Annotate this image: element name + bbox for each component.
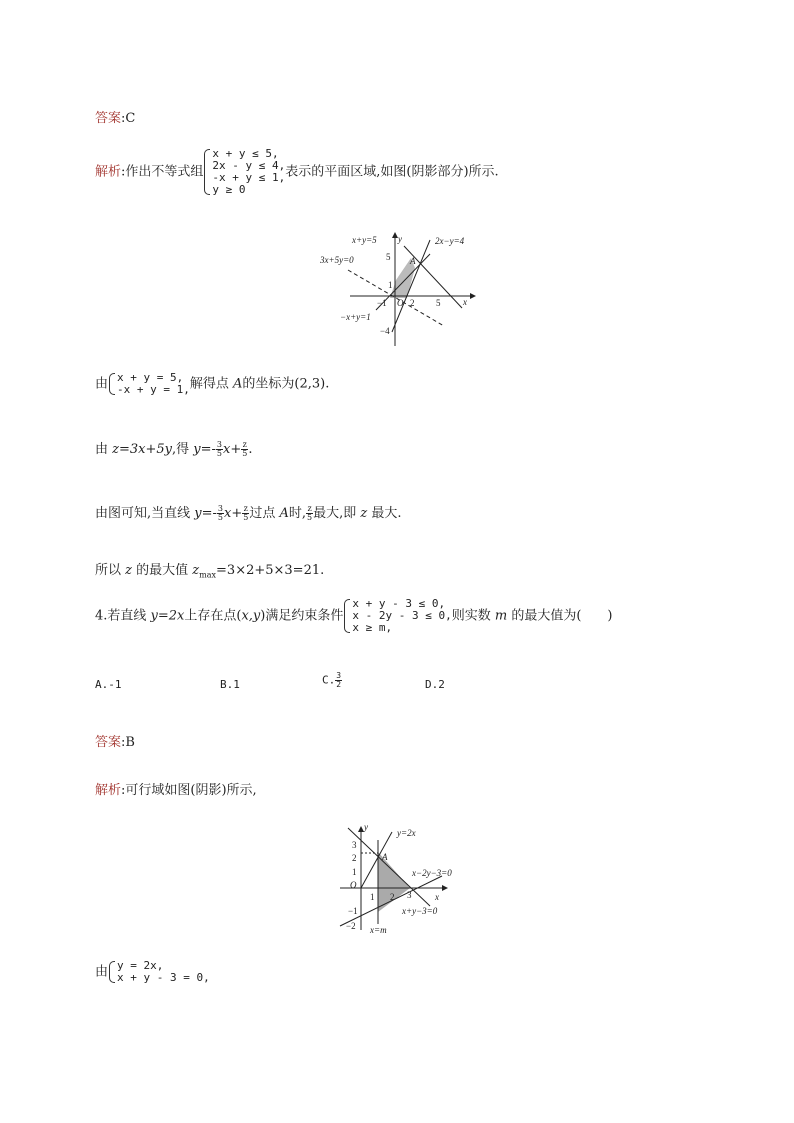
eq-1: x + y = 5, xyxy=(117,371,184,384)
step3-mid2: 时, xyxy=(288,506,306,521)
q4-line: y=2x xyxy=(150,608,185,624)
x-axis-arrow xyxy=(470,293,476,299)
step2-end: . xyxy=(248,442,253,457)
z-ref: z xyxy=(360,506,368,521)
tick-y-2: 2 xyxy=(352,853,357,863)
tick-y-neg4: −4 xyxy=(380,326,390,336)
step2-x: x+ xyxy=(223,442,242,457)
step1-post2: 的坐标为(2,3). xyxy=(242,376,330,392)
option-b: B.1 xyxy=(220,678,240,691)
eq-1: y = 2x, xyxy=(117,959,164,972)
tick-x-1: 1 xyxy=(370,892,375,902)
label-y-2x: y=2x xyxy=(397,828,416,838)
frac-num: z xyxy=(243,504,248,513)
point-A-label: A xyxy=(382,852,388,862)
answer-label: 答案 xyxy=(95,735,122,750)
step3-line xyxy=(95,502,402,522)
origin-label: O xyxy=(397,298,404,308)
constraint-2: x - 2y - 3 ≤ 0, xyxy=(352,609,452,622)
step4-line xyxy=(95,559,324,580)
q4-pre: 4.若直线 xyxy=(95,608,151,624)
tick-y-neg1: −1 xyxy=(348,906,358,916)
label-3x-plus-5y-0: 3x+5y=0 xyxy=(320,255,354,265)
tick-x-5: 5 xyxy=(436,298,441,308)
constraint-3: x ≥ m, xyxy=(352,621,393,634)
frac-num: 3 xyxy=(216,440,222,449)
frac-den: 5 xyxy=(243,513,249,522)
tick-x-neg1: −1 xyxy=(377,298,387,308)
ineq-4: y ≥ 0 xyxy=(212,183,246,196)
analysis-label: 解析 xyxy=(95,783,122,798)
frac-den: 5 xyxy=(217,513,223,522)
inequality-system xyxy=(203,148,285,196)
zmax-value: =3×2+5×3=21. xyxy=(216,563,325,578)
ineq-1: x + y ≤ 5, xyxy=(212,147,279,160)
point-A-label: A xyxy=(410,256,416,266)
fraction-3-2 xyxy=(335,672,342,689)
label-x-m: x=m xyxy=(370,925,387,935)
x-axis-label: x xyxy=(435,892,439,902)
step2-pre: 由 xyxy=(95,442,113,457)
label-x-plus-y-3: x+y−3=0 xyxy=(402,906,438,916)
analysis-suffix: 表示的平面区域,如图(阴影部分)所示. xyxy=(285,164,499,180)
step4-pre: 所以 xyxy=(95,563,122,578)
tick-x-2: 2 xyxy=(410,298,415,308)
objective-function: z=3x+5y xyxy=(112,442,172,457)
y-axis-label: y xyxy=(364,822,368,832)
answer-label: 答案 xyxy=(95,111,122,126)
step5-pre: 由 xyxy=(95,964,109,980)
tick-y-3: 3 xyxy=(352,840,357,850)
q4-mid2: )满足约束条件 xyxy=(260,608,344,624)
feasible-region-graph-1 xyxy=(318,230,478,348)
step3-x: x+ xyxy=(224,506,243,521)
tick-y-5: 5 xyxy=(386,252,391,262)
x-axis-arrow xyxy=(442,885,448,891)
feasible-region-graph-2 xyxy=(330,822,465,938)
eq-2: x + y - 3 = 0, xyxy=(117,971,210,984)
point-A-ref: A xyxy=(279,506,289,521)
option-c xyxy=(322,672,342,689)
q4-post: 则实数 xyxy=(451,608,491,624)
option-a: A.-1 xyxy=(95,678,122,691)
answer-value: :B xyxy=(121,735,135,750)
frac-den: 5 xyxy=(242,449,248,458)
fraction-3-5 xyxy=(216,441,223,458)
tick-y-1: 1 xyxy=(388,280,393,290)
label-2x-minus-y-4: 2x−y=4 xyxy=(435,236,465,246)
frac-den: 5 xyxy=(216,449,222,458)
ineq-2: 2x - y ≤ 4, xyxy=(212,159,286,172)
tick-y-neg2: −2 xyxy=(346,921,356,931)
step3-y: y=- xyxy=(194,506,217,521)
equation-system-2 xyxy=(108,960,210,984)
option-d: D.2 xyxy=(425,678,445,691)
zmax-sub: max xyxy=(199,570,217,580)
origin-label: O xyxy=(350,880,357,890)
step3-end: 最大,即 xyxy=(313,506,357,521)
analysis-line-1 xyxy=(95,148,499,196)
step3-pre: 由图可知,当直线 xyxy=(95,506,195,521)
answer-value: :C xyxy=(121,111,136,126)
step3-end2: 最大. xyxy=(371,506,402,521)
step5-line xyxy=(95,960,210,984)
question-4 xyxy=(95,598,612,634)
tick-x-3: 3 xyxy=(407,890,412,900)
zmax: z xyxy=(192,563,200,578)
frac-den: 2 xyxy=(336,680,342,689)
step2-y: y=- xyxy=(193,442,216,457)
q4-m: m xyxy=(494,608,508,624)
analysis-prefix: :作出不等式组 xyxy=(121,164,204,180)
y-axis-label: y xyxy=(398,234,402,244)
analysis2-text: :可行域如图(阴影)所示, xyxy=(121,783,257,798)
solve-point-A-line xyxy=(95,372,329,396)
step1-pre: 由 xyxy=(95,376,109,392)
label-x-plus-y-5: x+y=5 xyxy=(352,235,377,245)
frac-num: 3 xyxy=(336,671,342,680)
constraint-1: x + y - 3 ≤ 0, xyxy=(352,597,446,610)
step3-mid: 过点 xyxy=(249,506,280,521)
q4-mid: 上存在点( xyxy=(184,608,242,624)
step4-mid: 的最大值 xyxy=(136,563,193,578)
q4-point: x,y xyxy=(241,608,261,624)
tick-x-2: 2 xyxy=(390,892,395,902)
option-c-label: C. xyxy=(322,673,336,687)
step1-post1: 解得点 xyxy=(189,376,229,392)
step2-mid: ,得 xyxy=(172,442,194,457)
frac-num: z xyxy=(307,504,312,513)
frac-den: 5 xyxy=(307,513,313,522)
ineq-3: -x + y ≤ 1, xyxy=(212,171,286,184)
point-A-ref: A xyxy=(233,376,243,392)
q4-post2: 的最大值为( ) xyxy=(511,608,613,624)
fraction-3-5 xyxy=(217,505,224,522)
label-x-2y-3: x−2y−3=0 xyxy=(412,868,452,878)
analysis-label: 解析 xyxy=(95,164,122,180)
equation-system-1 xyxy=(108,372,190,396)
z-ref: z xyxy=(125,563,133,578)
label-neg-x-plus-y-1: −x+y=1 xyxy=(340,312,371,322)
answer-line-1 xyxy=(95,107,135,126)
frac-num: z xyxy=(242,440,247,449)
x-axis-label: x xyxy=(463,297,467,307)
eq-2: -x + y = 1, xyxy=(117,383,190,396)
answer-line-2 xyxy=(95,731,135,750)
frac-num: 3 xyxy=(217,504,223,513)
analysis-line-2 xyxy=(95,779,257,798)
step2-line xyxy=(95,438,252,458)
constraint-system xyxy=(343,598,451,634)
tick-y-1: 1 xyxy=(352,867,357,877)
